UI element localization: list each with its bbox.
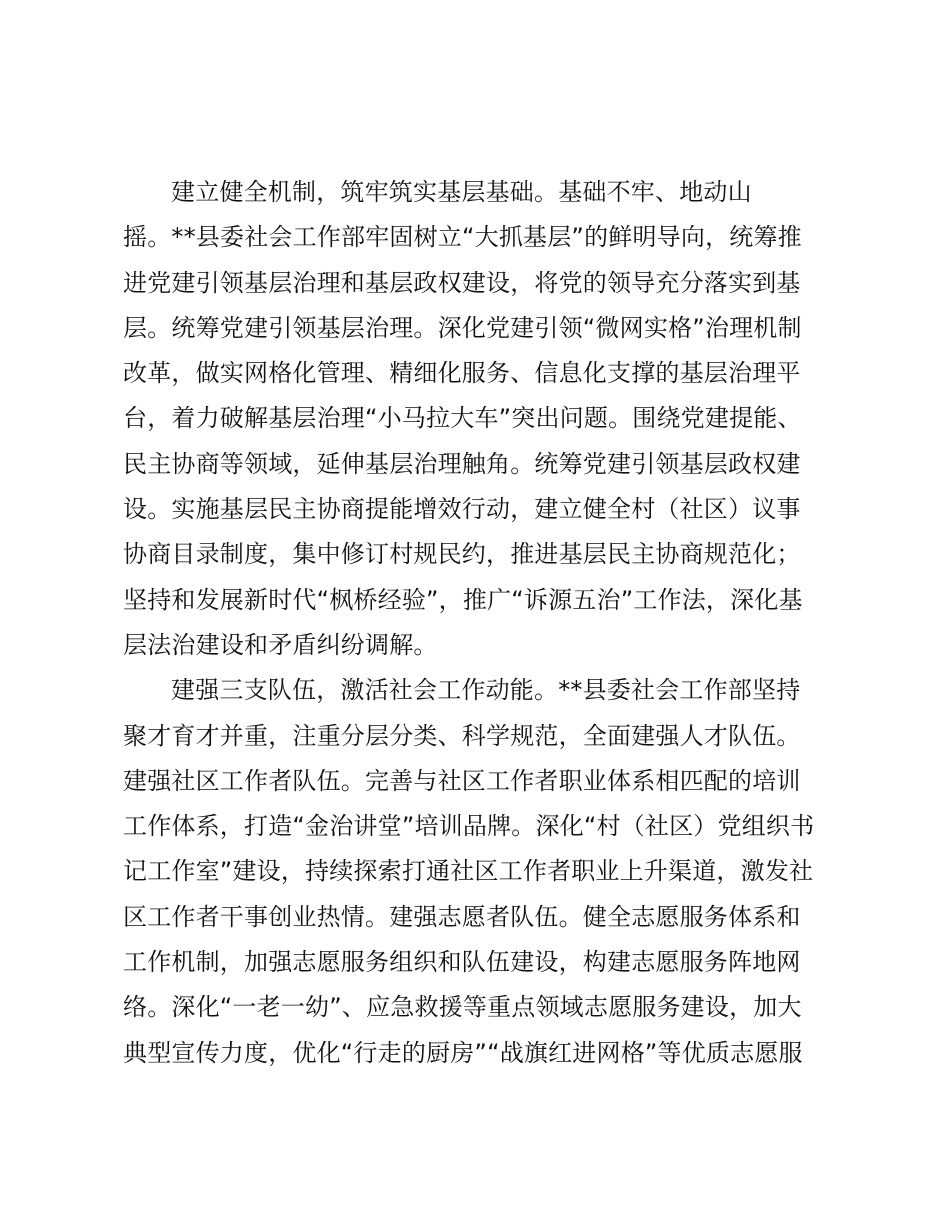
text-line: 记工作室”建设，持续探索打通社区工作者职业上升渠道，激发社 [123,857,814,886]
text-line: 典型宣传力度，优化“行走的厨房”“战旗红进网格”等优质志愿服 [123,1038,803,1067]
text-line: 聚才育才并重，注重分层分类、科学规范，全面建强人才队伍。 [123,721,801,750]
text-line: 设。实施基层民主协商提能增效行动，建立健全村（社区）议事 [123,495,801,524]
text-line: 建强社区工作者队伍。完善与社区工作者职业体系相匹配的培训 [123,766,801,795]
text-line: 层。统筹党建引领基层治理。深化党建引领“微网实格”治理机制 [123,313,802,342]
text-line: 摇。**县委社会工作部牢固树立“大抓基层”的鲜明导向，统筹推 [123,223,802,252]
text-line: 进党建引领基层治理和基层政权建设，将党的领导充分落实到基 [123,268,801,297]
text-line: 改革，做实网格化管理、精细化服务、信息化支撑的基层治理平 [123,359,801,388]
text-line: 层法治建设和矛盾纠纷调解。 [123,630,438,659]
text-line: 协商目录制度，集中修订村规民约，推进基层民主协商规范化； [123,540,801,569]
paragraph-2 [123,668,833,1076]
text-line: 台，着力破解基层治理“小马拉大车”突出问题。围绕党建提能、 [123,404,802,433]
text-line: 工作机制，加强志愿服务组织和队伍建设，构建志愿服务阵地网 [123,948,801,977]
text-line: 民主协商等领域，延伸基层治理触角。统筹党建引领基层政权建 [123,449,801,478]
document-body [123,170,833,1076]
text-line: 工作体系，打造“金治讲堂”培训品牌。深化“村（社区）党组织书 [123,812,815,841]
text-line: 建立健全机制，筑牢筑实基层基础。基础不牢、地动山 [171,178,752,206]
text-line: 络。深化“一老一幼”、应急救援等重点领域志愿服务建设，加大 [123,993,802,1022]
paragraph-1 [123,170,833,668]
text-line: 区工作者干事创业热情。建强志愿者队伍。健全志愿服务体系和 [123,902,801,931]
text-line: 建强三支队伍，激活社会工作动能。**县委社会工作部坚持 [171,676,801,705]
text-line: 坚持和发展新时代“枫桥经验”，推广“诉源五治”工作法，深化基 [123,585,803,614]
